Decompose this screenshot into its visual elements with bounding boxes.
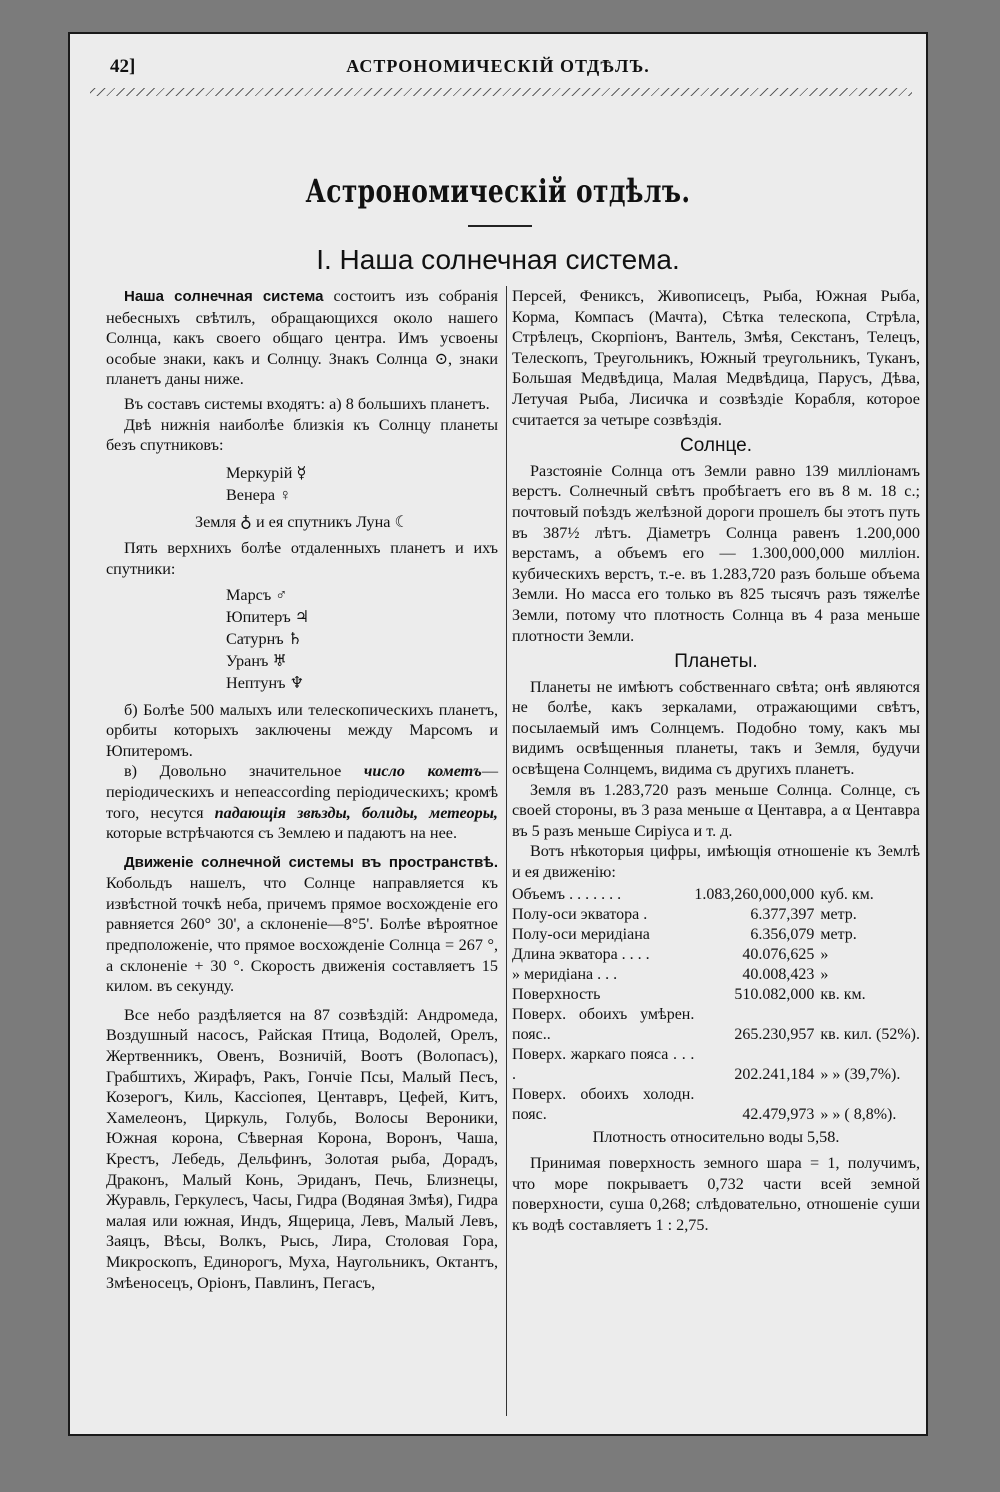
- comets-text-c: которые встрѣчаются съ Землею и падаютъ на нее.: [106, 824, 457, 843]
- figure-unit: » » (39,7%).: [820, 1065, 901, 1083]
- list-item: Венера ♀: [226, 485, 292, 504]
- page-number: 42]: [110, 56, 136, 77]
- paragraph-motion: [106, 852, 498, 997]
- heading-sun: Солнце.: [680, 435, 752, 457]
- figure-label: Поверх. жаркаго пояса . . . .: [512, 1045, 695, 1083]
- figure-value: 510.082,000: [734, 985, 815, 1003]
- figure-label: Поверх. обоихъ холодн. пояс.: [512, 1085, 695, 1123]
- paragraph-planets-3: Вотъ нѣкоторыя цифры, имѣющія отношеніе къ Землѣ и ея движенію:: [512, 842, 920, 882]
- paragraph-composition: Въ составъ системы входятъ: а) 8 большихъ планетъ.: [124, 394, 490, 413]
- title-rule: [468, 225, 532, 227]
- table-row: [512, 985, 920, 1005]
- meteors-term: падающія звѣзды, болиды, метеоры,: [214, 803, 498, 822]
- figure-unit: метр.: [820, 905, 857, 923]
- figure-value: 40.008,423: [742, 965, 815, 983]
- running-header: [70, 34, 926, 94]
- figure-label: Объемъ . . . . . . .: [512, 885, 622, 903]
- comets-term: число кометъ: [363, 762, 482, 781]
- book-page: [68, 32, 928, 1436]
- figure-value: 1.083,260,000,000: [694, 885, 815, 903]
- figure-label: Полу-оси экватора .: [512, 905, 648, 923]
- earth-line: Земля ♁ и ея спутникъ Луна ☾: [194, 512, 410, 531]
- figure-value: 265.230,957: [734, 1025, 815, 1043]
- figure-unit: кв. км.: [820, 985, 866, 1003]
- list-item: Марсъ ♂: [226, 585, 288, 604]
- earth-figures: [512, 885, 920, 1125]
- intro-term: Наша солнечная система: [124, 288, 324, 305]
- paragraph-asteroids: б) Болѣе 500 малыхъ или телескопическихъ планетъ, орбиты которыхъ заключены между Марсомъ и Юпитеромъ.: [106, 700, 498, 760]
- motion-text: Кобольдъ нашелъ, что Солнце направляется къ извѣстной точкѣ неба, причемъ прямое восхожденіе его равняется 260° 30', а склоненіе—8°5'. Болѣе вѣроятное предположеніе, что прямое восхожденіе Солнца = 267 °, а склоненіе + 30 °. Скорость движенія составляетъ 15 килом. въ секунду.: [106, 874, 498, 996]
- figure-value: 40.076,625: [742, 945, 815, 963]
- paragraph-intro: [106, 286, 498, 390]
- column-divider: [506, 286, 507, 1416]
- paragraph-land-sea: Принимая поверхность земного шара = 1, получимъ, что море покрываетъ 0,732 части всей земной поверхности, суша 0,268; слѣдовательно, отношеніе суши къ водѣ составляетъ 1 : 2,75.: [512, 1154, 920, 1234]
- table-row: [512, 925, 920, 945]
- figure-value: 6.356,079: [750, 925, 815, 943]
- figure-label: Поверхность: [512, 985, 601, 1003]
- density-line: Плотность относительно воды 5,58.: [592, 1127, 840, 1146]
- outer-planet-list: [226, 584, 498, 694]
- paragraph-comets: [106, 761, 498, 843]
- paragraph-inner-planets: Двѣ нижнія наиболѣе близкія къ Солнцу планеты безъ спутниковъ:: [106, 415, 498, 455]
- ornamental-rule: [90, 88, 912, 96]
- heading-planets: Планеты.: [674, 651, 758, 673]
- comets-text-b: — періодическихъ и непеaccording періодическихъ; кромѣ того, несутся: [106, 762, 498, 822]
- paragraph-planets-2: Земля въ 1.283,720 разъ меньше Солнца. Солнце, съ своей стороны, въ 3 раза меньше α Центавра, а α Центавра въ 5 разъ меньше Сиріуса и т. д.: [512, 780, 920, 840]
- figure-unit: куб. км.: [820, 885, 874, 903]
- figure-unit: » » ( 8,8%).: [820, 1105, 897, 1123]
- list-item: Уранъ ♅: [226, 651, 287, 670]
- figure-label: Полу-оси меридіана: [512, 925, 650, 943]
- figure-value: 6.377,397: [750, 905, 815, 923]
- figures-table: [512, 885, 920, 1125]
- list-item: Нептунъ ♆: [226, 673, 305, 692]
- figure-label: » меридіана . . .: [512, 965, 618, 983]
- table-row: [512, 945, 920, 965]
- comets-text-a: в) Довольно значительное: [124, 762, 364, 781]
- figure-unit: »: [820, 965, 829, 983]
- paragraph-planets-1: Планеты не имѣютъ собственнаго свѣта; онѣ являются не болѣе, какъ зеркалами, отражающими свѣтъ, посылаемый имъ Солнцемъ. Подобно тому, какъ мы видимъ освѣщенныя планеты, такъ и Земля, будучи освѣщена Солнцемъ, видима съ другихъ планетъ.: [512, 677, 920, 779]
- paragraph-outer-planets: Пять верхнихъ болѣе отдаленныхъ планетъ и ихъ спутники:: [106, 539, 498, 578]
- table-row: [512, 885, 920, 905]
- list-item: Юпитеръ ♃: [226, 607, 310, 626]
- figure-unit: »: [820, 945, 829, 963]
- figure-label: Длина экватора . . . .: [512, 945, 650, 963]
- intro-text: состоитъ изъ собранія небесныхъ свѣтилъ, обращающихся около нашего Солнца, какъ своего общаго центра. Имъ усвоены особые знаки, какъ и Солнцу. Знакъ Солнца ⊙, знаки планетъ даны ниже.: [106, 287, 498, 389]
- figure-value: 42.479,973: [742, 1105, 815, 1123]
- figure-unit: метр.: [820, 925, 857, 943]
- table-row: [512, 1005, 920, 1045]
- table-row: [512, 1045, 920, 1085]
- motion-term: Движеніе солнечной системы въ пространствѣ.: [124, 853, 498, 871]
- paragraph-sun: Разстояніе Солнца отъ Земли равно 139 милліонамъ верстъ. Солнечный свѣтъ пробѣгаетъ его въ 8 м. 18 с.; почтовый поѣздъ желѣзной дороги прошелъ бы этотъ путь въ 387½ лѣтъ. Діаметръ Солнца равенъ 1.200,000 верстамъ, а объемъ его — 1.300,000,000 милліон. кубическихъ верстъ, т.-е. въ 1.283,720 разъ больше объема Земли. Но масса его только въ 825 тысячъ разъ тяжелѣе Земли, потому что плотность Солнца въ 4 раза меньше плотности Земли.: [512, 461, 920, 645]
- table-row: [512, 905, 920, 925]
- paragraph-constellations: Все небо раздѣляется на 87 созвѣздій: Андромеда, Воздушный насосъ, Райская Птица, Водолей, Орелъ, Жертвенникъ, Овенъ, Возничій, Воотъ (Волопасъ), Грабштихъ, Жирафъ, Ракъ, Гончіе Псы, Малый Песъ, Козерогъ, Киль, Кассіопея, Центавръ, Цефей, Китъ, Хамелеонъ, Циркуль, Голубь, Волосы Вероники, Южная корона, Сѣверная Корона, Воронъ, Чаша, Крестъ, Лебедь, Дельфинъ, Золотая рыба, Дорадъ, Драконъ, Малый Конь, Эриданъ, Печь, Близнецы, Журавль, Геркулесъ, Часы, Гидра (Водяная Змѣя), Гидра малая или южная, Индъ, Ящерица, Левъ, Малый Левъ, Заяцъ, Вѣсы, Волкъ, Рысь, Лира, Столовая Гора, Микроскопъ, Единорогъ, Муха, Наугольникъ, Октантъ, Змѣеносецъ, Оріонъ, Павлинъ, Пегасъ,: [106, 1005, 498, 1292]
- list-item: Сатурнъ ♄: [226, 629, 303, 648]
- table-row: [512, 1085, 920, 1125]
- table-row: [512, 965, 920, 985]
- right-column: [512, 286, 920, 1236]
- paragraph-constellations-cont: Персей, Фениксъ, Живописецъ, Рыба, Южная Рыба, Корма, Компасъ (Мачта), Сѣтка телескопа, Стрѣла, Стрѣлецъ, Скорпіонъ, Вантель, Змѣя, Секстанъ, Телецъ, Телескопъ, Треугольникъ, Южный треугольникъ, Туканъ, Большая Медвѣдица, Малая Медвѣдица, Парусъ, Дѣва, Летучая Рыба, Лисичка и созвѣздіе Корабля, которое считается за четыре созвѣздія.: [512, 287, 920, 429]
- inner-planet-list: [226, 462, 498, 506]
- figure-unit: кв. кил. (52%).: [820, 1025, 920, 1043]
- list-item: Меркурій ☿: [226, 463, 307, 482]
- running-title: АСТРОНОМИЧЕСКІЙ ОТДѢЛЪ.: [346, 56, 650, 76]
- figure-label: Поверх. обоихъ умѣрен. пояс..: [512, 1005, 695, 1043]
- left-column: [106, 286, 498, 1293]
- figure-value: 202.241,184: [734, 1065, 815, 1083]
- section-title: I. Наша солнечная система.: [316, 244, 680, 275]
- page-title: Астрономическій отдѣлъ.: [305, 172, 691, 210]
